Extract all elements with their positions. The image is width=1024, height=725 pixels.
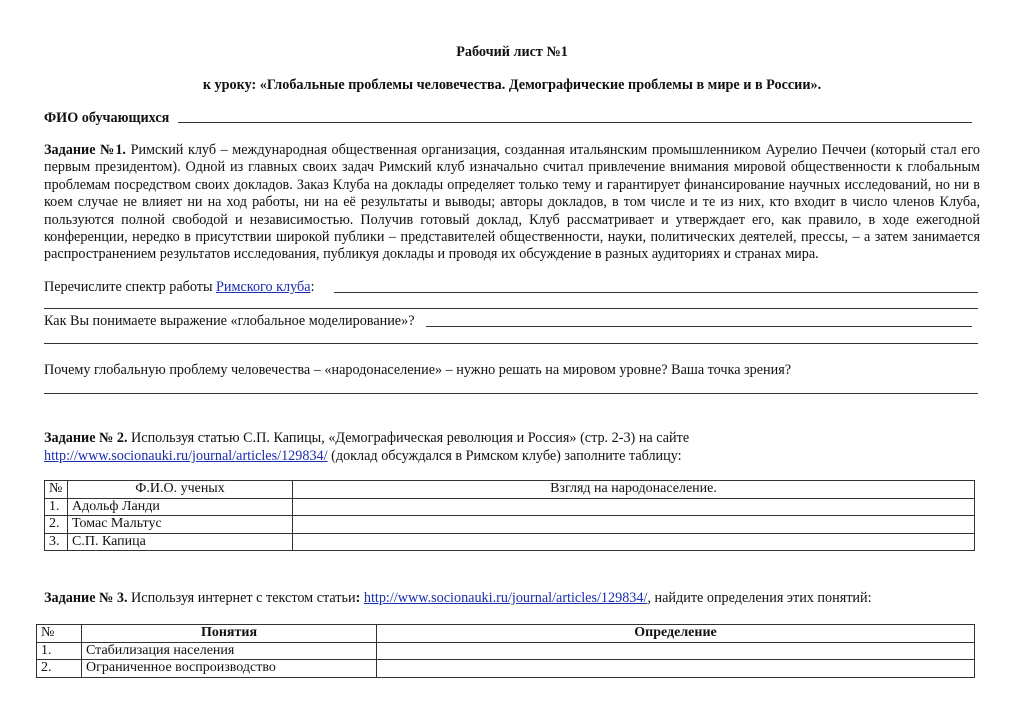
page-title: Рабочий лист №1 — [456, 44, 568, 60]
table-header-row — [37, 625, 975, 643]
task1-text: Римский клуб – международная общественная организация, созданная итальянским промышленником Аурелио Печчеи (который стал его первым президентом). Одной из главных своих задач Римский клуб изначально считал привлечение внимания мировой общественности к глобальным проблемам посредством своих докладов. Заказ Клуба на доклады определяет только тему и гарантирует финансирование научных исследований, но ни в коем случае не влияет ни на ход работы, ни на её результаты и выводы; авторы докладов, в том числе и те из них, кто входит в число членов Клуба, пользуются полной свободой и независимостью. Получив готовый доклад, Клуб рассматривает и утверждает его, как правило, в ходе ежегодной конференции, нередко в присутствии широкой публики – представителей общественности, науки, политических деятелей, прессы, – а затем занимается распространением результатов исследования, публикуя доклады и проводя их обсуждение в разных аудиториях и странах мира. — [44, 142, 981, 263]
task1-label: Задание №1. — [44, 142, 126, 158]
table-header-row — [45, 481, 975, 499]
task3-text-2: , найдите определения этих понятий: — [647, 590, 872, 606]
cell: С.П. Капица — [68, 533, 293, 551]
task2-label: Задание № 2. — [44, 430, 128, 446]
answer-line[interactable] — [334, 292, 978, 293]
table-row — [45, 533, 975, 551]
task1-question-3: Почему глобальную проблему человечества – «народонаселение» – нужно решать на мировом уровне? Ваша точка зрения? — [44, 362, 792, 378]
task1-question-2: Как Вы понимаете выражение «глобальное моделирование»? — [44, 313, 415, 329]
task3-colon: : — [355, 590, 361, 606]
fio-label: ФИО обучающихся — [44, 110, 170, 126]
task3-label: Задание № 3. — [44, 590, 128, 606]
answer-line[interactable] — [44, 393, 978, 394]
q1-text: Перечислите спектр работы — [44, 279, 217, 295]
task1-paragraph — [44, 142, 980, 264]
task3-text: Используя интернет с текстом статьи — [127, 590, 356, 606]
q1-colon: : — [310, 279, 315, 295]
col-definition: Определение — [377, 625, 975, 643]
answer-cell[interactable] — [377, 642, 975, 660]
cell: Томас Мальтус — [68, 516, 293, 534]
cell: Ограниченное воспроизводство — [82, 660, 377, 678]
task1-question-1 — [44, 279, 315, 296]
page-subtitle: к уроку: «Глобальные проблемы человечества. Демографические проблемы в мире и в России». — [202, 77, 822, 93]
task2-text-2: (доклад обсуждался в Римском клубе) заполните таблицу: — [327, 448, 682, 464]
cell: Адольф Ланди — [68, 498, 293, 516]
col-name: Ф.И.О. ученых — [68, 481, 293, 499]
fio-input-line[interactable] — [178, 122, 972, 123]
scientists-table — [44, 480, 975, 551]
socionauki-link-2[interactable]: http://www.socionauki.ru/journal/articles/129834/ — [363, 590, 648, 606]
col-view: Взгляд на народонаселение. — [293, 481, 975, 499]
cell: 2. — [45, 516, 68, 534]
cell: Стабилизация населения — [82, 642, 377, 660]
cell: 1. — [37, 642, 82, 660]
answer-line[interactable] — [44, 308, 978, 309]
answer-cell[interactable] — [293, 516, 975, 534]
socionauki-link[interactable]: http://www.socionauki.ru/journal/articles/129834/ — [44, 448, 328, 464]
col-number: № — [45, 481, 68, 499]
cell: 2. — [37, 660, 82, 678]
task2-text: Используя статью С.П. Капицы, «Демографическая революция и Россия» (стр. 2-3) на сайте — [127, 430, 690, 446]
rome-club-link[interactable]: Римского клуба — [216, 279, 311, 295]
answer-cell[interactable] — [377, 660, 975, 678]
table-row — [45, 498, 975, 516]
col-number: № — [37, 625, 82, 643]
answer-cell[interactable] — [293, 533, 975, 551]
concepts-table — [36, 624, 975, 678]
table-row — [37, 642, 975, 660]
answer-line[interactable] — [426, 326, 972, 327]
task2-intro — [44, 429, 980, 465]
table-row — [37, 660, 975, 678]
answer-line[interactable] — [44, 343, 978, 344]
col-concept: Понятия — [82, 625, 377, 643]
cell: 3. — [45, 533, 68, 551]
cell: 1. — [45, 498, 68, 516]
table-row — [45, 516, 975, 534]
answer-cell[interactable] — [293, 498, 975, 516]
task3-intro — [44, 590, 872, 607]
